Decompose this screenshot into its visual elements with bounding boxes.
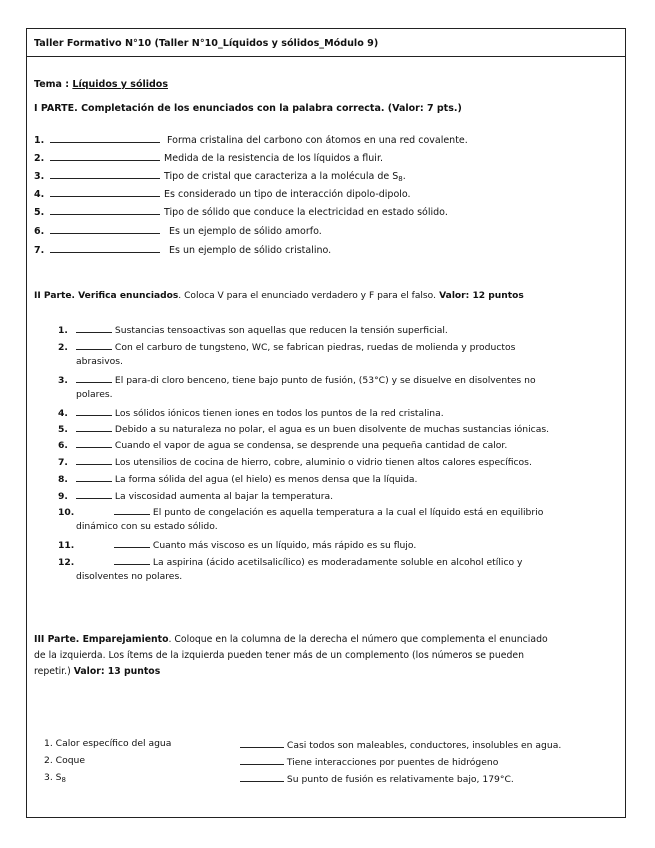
document-title: Taller Formativo N°10 (Taller N°10_Líquidos y sólidos_Módulo 9) <box>34 38 379 49</box>
item-text: El punto de congelación es aquella temperatura a la cual el líquido está en equilibrio <box>152 507 544 518</box>
item-text: Forma cristalina del carbono con átomos en una red covalente. <box>167 135 468 146</box>
part1-item <box>34 243 331 256</box>
part1-item <box>34 151 383 164</box>
answer-blank[interactable] <box>76 422 112 432</box>
part3-instructions <box>34 632 620 680</box>
item-text: Con el carburo de tungsteno, WC, se fabrican piedras, ruedas de molienda y productos <box>114 342 516 353</box>
item-number: 12. <box>58 557 75 568</box>
tf-item <box>58 489 333 502</box>
answer-blank[interactable] <box>76 455 112 465</box>
answer-blank[interactable] <box>50 224 160 234</box>
answer-blank[interactable] <box>240 738 284 748</box>
match-left-subscript: 8 <box>61 776 66 784</box>
match-right-item <box>240 755 498 768</box>
part2-heading-title: II Parte <box>34 291 72 301</box>
answer-blank[interactable] <box>76 406 112 416</box>
part2-heading <box>34 291 524 301</box>
item-text: Tipo de cristal que caracteriza a la molécula de S <box>164 171 399 182</box>
tf-item <box>58 422 549 435</box>
answer-blank[interactable] <box>76 323 112 333</box>
item-text: Cuando el vapor de agua se condensa, se desprende una pequeña cantidad de calor. <box>114 440 508 451</box>
part1-heading <box>34 103 462 114</box>
answer-blank[interactable] <box>76 340 112 350</box>
part2-heading-value: Valor: 12 puntos <box>439 291 524 301</box>
answer-blank[interactable] <box>114 505 150 515</box>
match-right-item <box>240 738 561 751</box>
answer-blank[interactable] <box>76 373 112 383</box>
tf-item <box>58 340 515 353</box>
item-number: 4. <box>58 408 68 419</box>
item-number: 3. <box>34 171 45 182</box>
tf-item <box>58 472 417 485</box>
part1-item <box>34 224 322 237</box>
answer-blank[interactable] <box>114 555 150 565</box>
tf-item <box>58 373 536 386</box>
item-number: 7. <box>58 457 68 468</box>
tf-item-continuation: dinámico con su estado sólido. <box>76 521 218 532</box>
part3-instr-line2: de la izquierda. Los ítems de la izquierda pueden tener más de un complemento (los números se pueden <box>34 650 524 661</box>
part1-item <box>34 205 448 218</box>
match-right-text: Su punto de fusión es relativamente bajo, 179°C. <box>286 774 514 785</box>
item-text: El para-di cloro benceno, tiene bajo punto de fusión, (53°C) y se disuelve en disolventes no <box>114 375 536 386</box>
part3-heading-value: Valor: 13 puntos <box>73 666 161 677</box>
answer-blank[interactable] <box>50 151 160 161</box>
tf-item-continuation: polares. <box>76 389 113 400</box>
item-text: Los utensilios de cocina de hierro, cobre, aluminio o vidrio tienen altos calores específicos. <box>114 457 532 468</box>
item-subscript: 8 <box>398 175 403 183</box>
item-number: 1. <box>58 325 68 336</box>
answer-blank[interactable] <box>114 538 150 548</box>
match-right-text: Casi todos son maleables, conductores, insolubles en agua. <box>286 740 562 751</box>
match-right-text: Tiene interacciones por puentes de hidrógeno <box>286 757 499 768</box>
answer-blank[interactable] <box>50 187 160 197</box>
item-number: 7. <box>34 245 45 256</box>
part1-heading-value: . (Valor: 7 pts.) <box>380 103 462 114</box>
item-text: Es considerado un tipo de interacción dipolo-dipolo. <box>164 189 411 200</box>
item-number: 11. <box>58 540 75 551</box>
item-text: Es un ejemplo de sólido amorfo. <box>169 226 322 237</box>
topic-value: Líquidos y sólidos <box>72 79 168 90</box>
item-number: 5. <box>34 207 45 218</box>
tf-item <box>58 505 543 518</box>
answer-blank[interactable] <box>76 489 112 499</box>
tf-item <box>58 323 448 336</box>
item-number: 3. <box>58 375 68 386</box>
item-number: 1. <box>34 135 45 146</box>
tf-item <box>58 538 416 551</box>
item-text: La aspirina (ácido acetilsalicílico) es moderadamente soluble en alcohol etílico y <box>152 557 523 568</box>
item-number: 5. <box>58 424 68 435</box>
item-text: La forma sólida del agua (el hielo) es menos densa que la líquida. <box>114 474 418 485</box>
part2-heading-subtitle: . Verifica enunciados <box>71 291 179 301</box>
part2-instructions: . Coloca V para el enunciado verdadero y F para el falso. <box>178 291 436 301</box>
item-text: Sustancias tensoactivas son aquellas que reducen la tensión superficial. <box>114 325 448 336</box>
title-divider <box>27 56 625 57</box>
answer-blank[interactable] <box>240 772 284 782</box>
item-number: 6. <box>34 226 45 237</box>
answer-blank[interactable] <box>50 243 160 253</box>
part3-heading-title: III Parte <box>34 634 76 645</box>
item-number: 10. <box>58 507 75 518</box>
item-text: Tipo de sólido que conduce la electricidad en estado sólido. <box>164 207 448 218</box>
part1-item <box>34 187 411 200</box>
part3-instr-line1: . Coloque en la columna de la derecha el número que complementa el enunciado <box>168 634 548 645</box>
item-number: 8. <box>58 474 68 485</box>
answer-blank[interactable] <box>50 133 160 143</box>
item-text: Los sólidos iónicos tienen iones en todos los puntos de la red cristalina. <box>114 408 444 419</box>
part3-heading-subtitle: . Emparejamiento <box>75 634 169 645</box>
item-text: Medida de la resistencia de los líquidos a fluir. <box>164 153 383 164</box>
part1-item <box>34 133 468 146</box>
tf-item <box>58 406 444 419</box>
item-text-tail: . <box>402 171 406 182</box>
match-left-item: 1. Calor específico del agua <box>44 738 172 749</box>
tf-item <box>58 438 507 451</box>
answer-blank[interactable] <box>50 205 160 215</box>
item-text: Es un ejemplo de sólido cristalino. <box>169 245 332 256</box>
item-number: 9. <box>58 491 68 502</box>
tf-item-continuation: disolventes no polares. <box>76 571 183 582</box>
item-text: Cuanto más viscoso es un líquido, más rápido es su flujo. <box>152 540 417 551</box>
match-left-item: 2. Coque <box>44 755 86 766</box>
tf-item <box>58 555 522 568</box>
item-number: 4. <box>34 189 45 200</box>
part1-heading-desc: . Completación de los enunciados con la palabra correcta <box>74 103 381 114</box>
match-left-item <box>44 772 66 784</box>
part1-item <box>34 169 406 183</box>
item-number: 2. <box>58 342 68 353</box>
topic-label: Tema : <box>34 79 70 90</box>
match-right-item <box>240 772 514 785</box>
topic-line <box>34 79 168 90</box>
item-number: 6. <box>58 440 68 451</box>
item-number: 2. <box>34 153 45 164</box>
tf-item <box>58 455 532 468</box>
answer-blank[interactable] <box>50 169 160 179</box>
item-text: Debido a su naturaleza no polar, el agua es un buen disolvente de muchas sustancias iónicas. <box>114 424 550 435</box>
part3-instr-line3: repetir.) <box>34 666 71 677</box>
match-left-text: 3. S <box>44 772 62 783</box>
answer-blank[interactable] <box>76 472 112 482</box>
tf-item-continuation: abrasivos. <box>76 356 123 367</box>
answer-blank[interactable] <box>76 438 112 448</box>
item-text: La viscosidad aumenta al bajar la temperatura. <box>114 491 334 502</box>
answer-blank[interactable] <box>240 755 284 765</box>
part1-heading-title: I PARTE <box>34 103 75 114</box>
